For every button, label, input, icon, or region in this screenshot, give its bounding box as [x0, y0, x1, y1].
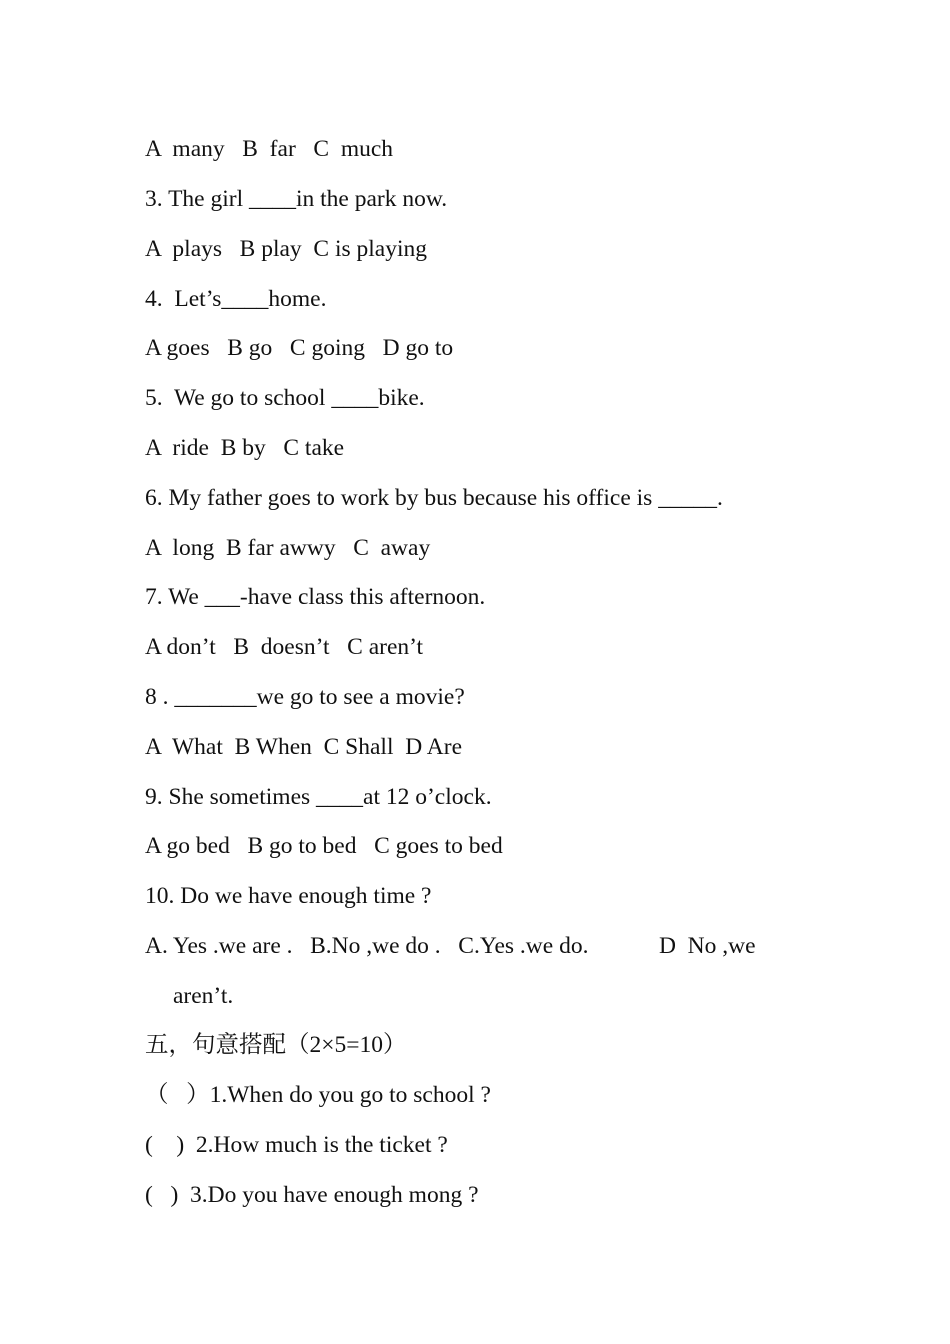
q8-options: A What B When C Shall D Are: [145, 734, 463, 760]
q10-question: 10. Do we have enough time ?: [145, 883, 432, 909]
q3-question: 3. The girl ____in the park now.: [145, 186, 448, 212]
q3-options: A plays B play C is playing: [145, 236, 427, 262]
matching-item-3: ( ) 3.Do you have enough mong ?: [145, 1182, 479, 1208]
q7-options: A don’t B doesn’t C aren’t: [145, 634, 424, 660]
q5-question: 5. We go to school ____bike.: [145, 385, 425, 411]
q9-options: A go bed B go to bed C goes to bed: [145, 833, 503, 859]
q5-options: A ride B by C take: [145, 435, 345, 461]
q8-question: 8 . _______we go to see a movie?: [145, 684, 465, 710]
q4-options: A goes B go C going D go to: [145, 335, 454, 361]
matching-item-2: ( ) 2.How much is the ticket ?: [145, 1132, 448, 1158]
q6-options: A long B far awwy C away: [145, 535, 431, 561]
matching-item-1: （ ）1.When do you go to school ?: [145, 1082, 491, 1108]
q4-question: 4. Let’s____home.: [145, 286, 327, 312]
q9-question: 9. She sometimes ____at 12 o’clock.: [145, 784, 492, 810]
q10-options: A. Yes .we are . B.No ,we do . C.Yes .we do. D No ,we: [145, 933, 756, 959]
q2-options: A many B far C much: [145, 136, 394, 162]
q6-question: 6. My father goes to work by bus because his office is _____.: [145, 485, 723, 511]
q7-question: 7. We ___-have class this afternoon.: [145, 584, 486, 610]
q10-options-continued: aren’t.: [173, 983, 234, 1009]
section-five-heading: 五，句意搭配（2×5=10）: [145, 1032, 407, 1058]
